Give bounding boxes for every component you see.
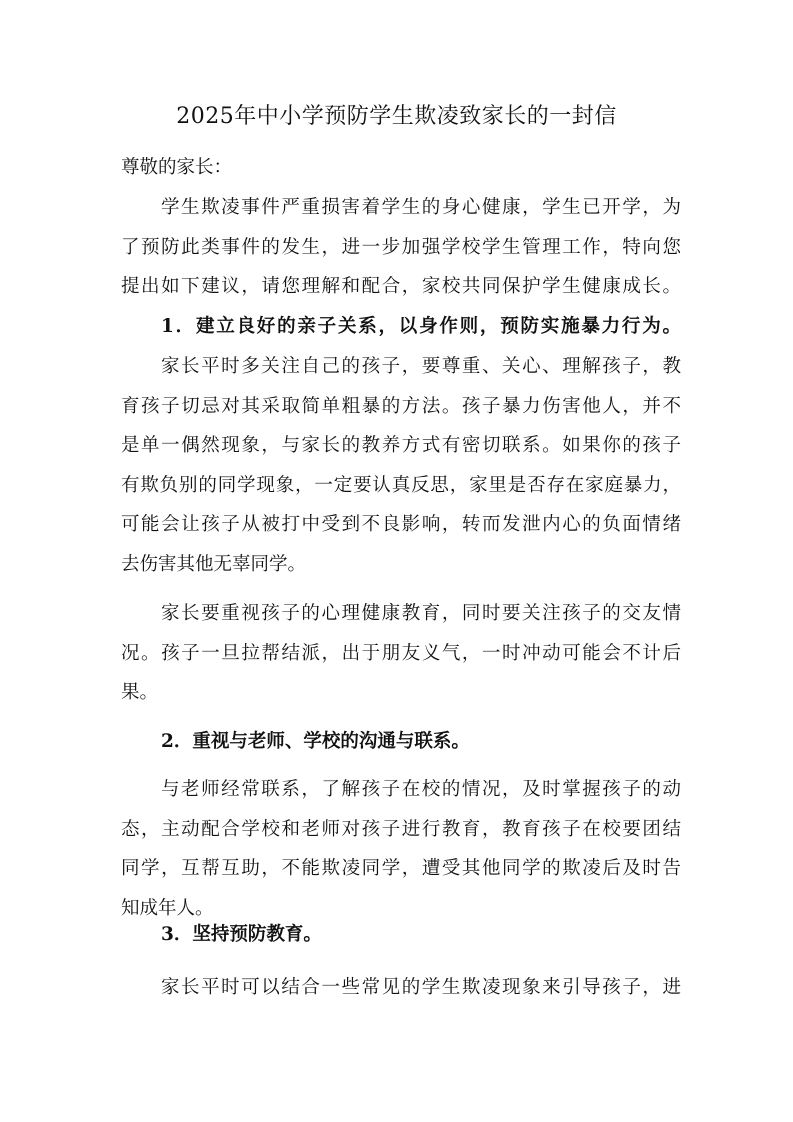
section-heading-2 [121,722,681,762]
paragraph-parent-child [121,347,681,584]
paragraph-line: 与老师经常联系，了解孩子在校的情况，及时掌握孩子的动 [161,779,681,800]
paragraph-prevention [121,968,681,1008]
paragraph-line: 况。孩子一旦拉帮结派，出于朋友义气，一时冲动可能会不计后 [121,642,681,664]
heading-text: 1．建立良好的亲子关系，以身作则，预防实施暴力行为。 [161,316,681,337]
greeting-text: 尊敬的家长： [121,157,233,178]
heading-text: 3．坚持预防教育。 [161,924,322,945]
section-heading-3 [121,915,681,955]
paragraph-line: 同学，互帮互助，不能欺凌同学，遭受其他同学的欺凌后及时告 [121,858,681,879]
greeting [121,148,681,188]
paragraph-line: 了预防此类事件的发生，进一步加强学校学生管理工作，特向您 [121,236,681,258]
paragraph-line: 可能会让孩子从被打中受到不良影响，转而发泄内心的负面情绪 [121,514,681,535]
section-heading-1 [121,307,681,347]
paragraph-intro [121,188,681,307]
letter-title: 2025年中小学预防学生欺凌致家长的一封信 [176,104,617,129]
paragraph-line: 提出如下建议，请您理解和配合，家校共同保护学生健康成长。 [121,276,681,297]
paragraph-line: 家长要重视孩子的心理健康教育，同时要关注孩子的交友情 [161,603,681,624]
paragraph-line: 态，主动配合学校和老师对孩子进行教育，教育孩子在校要团结 [121,818,681,840]
paragraph-line: 家长平时可以结合一些常见的学生欺凌现象来引导孩子，进 [161,977,681,998]
paragraph-line: 育孩子切忌对其采取简单粗暴的方法。孩子暴力伤害他人，并不 [121,395,681,417]
paragraph-line: 知成年人。 [121,897,214,919]
paragraph-mental-health [121,594,681,713]
paragraph-line: 学生欺凌事件严重损害着学生的身心健康，学生已开学，为 [161,197,681,218]
paragraph-line: 有欺负别的同学现象，一定要认真反思，家里是否存在家庭暴力， [121,474,681,496]
paragraph-communication [121,770,681,928]
paragraph-line: 去伤害其他无辜同学。 [121,553,307,575]
paragraph-line: 家长平时多关注自己的孩子，要尊重、关心、理解孩子，教 [161,356,681,377]
paragraph-line: 是单一偶然现象，与家长的教养方式有密切联系。如果你的孩子 [121,435,681,456]
heading-text: 2．重视与老师、学校的沟通与联系。 [161,731,470,752]
paragraph-line: 果。 [121,682,159,703]
